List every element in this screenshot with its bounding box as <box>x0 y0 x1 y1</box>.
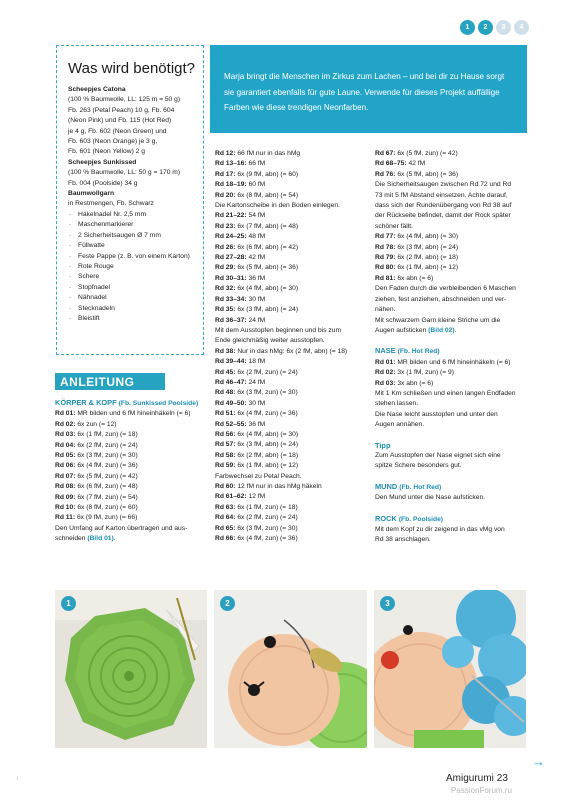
round-label: Rd 18–19: <box>215 181 247 189</box>
round-label: Rd 52–55: <box>215 420 247 428</box>
materials-line: Fb. 603 (Neon Orange) je 3 g, <box>68 138 158 146</box>
instruction-text: 18 fM <box>248 358 266 366</box>
instruction-text: Den Faden durch die verbleibenden 6 Maschen <box>375 285 516 293</box>
instruction-text: Die Sicherheitsaugen zwischen Rd 72 und Rd <box>375 181 512 189</box>
photo-number-badge: 3 <box>380 596 395 611</box>
instruction-line <box>375 170 530 180</box>
instruction-line <box>375 461 530 471</box>
instruction-text: 66 fM nur in das hMg <box>237 150 301 157</box>
instruction-line <box>375 222 530 232</box>
round-label: Rd 09: <box>55 493 76 501</box>
round-label: Rd 13–16: <box>215 160 247 168</box>
photo-number-badge: 1 <box>61 596 76 611</box>
materials-bullet-item: · Bleistift <box>68 314 195 324</box>
instruction-text: 6x (3 fM, abn) (= 24) <box>237 441 299 449</box>
instruction-text: nähen. <box>375 306 396 314</box>
heading-text: Tipp <box>375 440 391 450</box>
instruction-line <box>55 409 205 419</box>
instruction-text: 36 fM <box>248 420 266 428</box>
instruction-line <box>375 368 530 378</box>
instruction-line <box>55 503 205 513</box>
instruction-text: Nur in das hMg: 6x (2 fM, abn) (= 18) <box>237 347 348 355</box>
instruction-line <box>55 430 205 440</box>
round-label: Rd 30–31: <box>215 274 247 282</box>
instruction-line <box>375 358 530 368</box>
materials-line: (100 % Baumwolle, LL: 50 g = 170 m) <box>68 169 181 177</box>
instruction-line <box>375 232 530 242</box>
materials-line: (100 % Baumwolle, LL: 125 m = 50 g) <box>68 96 181 104</box>
instruction-line <box>375 410 530 420</box>
round-label: Rd 08: <box>55 483 76 491</box>
heading-yarn: (Fb. Poolside) <box>398 515 444 523</box>
round-label: Rd 49–50: <box>215 399 247 407</box>
instruction-text: 6x (4 fM, abn) (= 30) <box>237 285 299 293</box>
instruction-text: Mit 1 Km schließen und einen langen Endfaden <box>375 389 516 397</box>
instruction-text: 6x (3 fM, zun) (= 30) <box>77 452 138 460</box>
instruction-text: 6x (2 fM, abn) (= 18) <box>237 451 299 459</box>
instruction-line <box>375 253 530 263</box>
instruction-line <box>375 399 530 409</box>
watermark: PassionForum.ru <box>451 786 512 795</box>
materials-bullet-item: · Stecknadeln <box>68 304 195 314</box>
round-label: Rd 76: <box>375 170 396 178</box>
instruction-text: 42 fM <box>408 160 426 168</box>
section-heading <box>55 398 205 409</box>
instruction-line <box>375 451 530 461</box>
instruction-text: 6x (6 fM, zun) (= 48) <box>77 483 138 491</box>
instruction-line <box>215 524 365 534</box>
round-label: Rd 21–22: <box>215 212 247 220</box>
instruction-text: 6x (5 fM, abn) (= 36) <box>397 170 459 178</box>
instruction-line <box>215 534 365 544</box>
instruction-text: 30 fM <box>248 295 266 303</box>
instruction-line <box>215 316 365 326</box>
instruction-line <box>215 378 365 388</box>
instruction-line <box>55 461 205 471</box>
materials-line: je 4 g, Fb. 602 (Neon Green) und <box>68 127 167 135</box>
round-label: Rd 33–34: <box>215 295 247 303</box>
instruction-text: 48 fM <box>248 233 266 241</box>
instruction-line <box>375 191 530 201</box>
instruction-text: 6x (3 fM, abn) (= 24) <box>237 306 299 314</box>
instruction-line <box>215 482 365 492</box>
image-reference: (Bild 02) <box>428 326 455 334</box>
instruction-line <box>215 211 365 221</box>
round-label: Rd 81: <box>375 274 396 282</box>
intro-quote: Marja bringt die Menschen im Zirkus zum Lachen – und bei dir zu Hause sorgt sie garantiert ebenfalls für gute Laune. Verwende für dieses Projekt auffällige Farben wie diese trendigen Neonfarben. <box>210 45 527 133</box>
page-dot: 4 <box>514 20 529 35</box>
section-heading-anleitung: ANLEITUNG <box>55 373 165 390</box>
instruction-text: 24 fM <box>248 316 266 324</box>
heading-yarn: (Fb. Sunkissed Poolside) <box>118 400 199 407</box>
instruction-line <box>215 263 365 273</box>
round-label: Rd 07: <box>55 472 76 480</box>
round-label: Rd 51: <box>215 410 236 418</box>
instruction-line <box>55 451 205 461</box>
instruction-text: 6x (4 fM, zun) (= 36) <box>237 535 298 543</box>
instruction-line <box>55 420 205 430</box>
page-footer <box>446 773 508 784</box>
materials-bullet-item: · Stopfnadel <box>68 283 195 293</box>
round-label: Rd 60: <box>215 483 236 490</box>
page-indicator <box>460 20 529 35</box>
materials-line: in Restmengen, Fb. Schwarz <box>68 200 154 208</box>
instruction-line <box>215 170 365 180</box>
instruction-line <box>215 305 365 315</box>
instruction-line <box>215 461 365 471</box>
materials-bullet-item: · Maschenmarkierer <box>68 220 195 230</box>
photo-crochet-disc <box>55 590 207 748</box>
image-reference: (Bild 01) <box>87 535 114 543</box>
instruction-line <box>215 399 365 409</box>
clown-hair-image <box>374 590 526 748</box>
punctuation: . <box>454 326 457 334</box>
materials-line: Fb. 263 (Petal Peach) 10 g, Fb. 604 <box>68 106 175 114</box>
instruction-line <box>215 222 365 232</box>
instruction-text: 6x (1 fM, zun) (= 18) <box>237 503 298 511</box>
round-label: Rd 45: <box>215 368 236 376</box>
instruction-line <box>375 201 530 211</box>
instruction-line <box>375 295 530 305</box>
instruction-text: Ende gleichmäßig weiter ausstopfen. <box>215 337 325 345</box>
round-label: Rd 35: <box>215 306 236 314</box>
round-label: Rd 59: <box>215 462 236 470</box>
instruction-line <box>375 389 530 399</box>
instructions-column-1 <box>55 398 205 545</box>
materials-line: Baumwollgarn <box>68 190 115 198</box>
round-label: Rd 56: <box>215 430 236 438</box>
instruction-line <box>215 430 365 440</box>
heading-text: ROCK <box>375 513 397 523</box>
instruction-text: 42 fM <box>248 254 266 262</box>
instruction-line <box>375 284 530 294</box>
section-heading <box>375 346 530 357</box>
instruction-line <box>215 243 365 253</box>
instruction-line <box>215 357 365 367</box>
instruction-text: 3x (1 fM, zun) (= 9) <box>397 369 454 377</box>
round-label: Rd 17: <box>215 170 236 178</box>
instruction-line <box>215 409 365 419</box>
instruction-text: 6x (9 fM, zun) (= 66) <box>76 514 138 522</box>
instruction-text: Den Umfang auf Karton übertragen und aus- <box>55 524 188 532</box>
instruction-text: 6x (2 fM, zun) (= 24) <box>237 368 298 376</box>
instruction-text: MR bilden und 6 fM hineinhäkeln (= 6) <box>397 358 511 366</box>
instruction-text: 12 fM <box>248 493 266 501</box>
instruction-text: 3x abn (= 6) <box>397 379 434 387</box>
instruction-text: Farbwechsel zu Petal Peach. <box>215 472 302 480</box>
round-label: Rd 01: <box>375 358 396 366</box>
instruction-text: Mit dem Kopf zu dir zeigend in das vMg von <box>375 526 505 533</box>
instruction-text: 6x (5 fM, zun) (= 42) <box>77 472 138 480</box>
instruction-text: 6x (4 fM, abn) (= 30) <box>237 430 299 438</box>
instruction-line <box>375 180 530 190</box>
round-label: Rd 02: <box>375 369 396 377</box>
page-dot: 2 <box>478 20 493 35</box>
instruction-line <box>215 159 365 169</box>
instructions-column-3 <box>375 149 530 546</box>
round-label: Rd 65: <box>215 524 236 532</box>
heading-text: NASE <box>375 346 396 356</box>
spacer <box>375 336 530 346</box>
round-label: Rd 61–62: <box>215 493 247 501</box>
round-label: Rd 80: <box>375 264 396 272</box>
instruction-line <box>215 253 365 263</box>
instruction-text: 6x (9 fM, abn) (= 60) <box>237 170 299 178</box>
materials-line: Fb. 601 (Neon Yellow) 2 g <box>68 148 145 156</box>
instruction-line <box>55 472 205 482</box>
instruction-text: Augen aufsticken <box>375 326 427 334</box>
section-heading <box>375 514 530 525</box>
round-label: Rd 66: <box>215 535 236 543</box>
instruction-text: 6x (2 fM, abn) (= 18) <box>397 254 459 262</box>
instruction-text: 30 fM <box>248 399 266 407</box>
instruction-line <box>215 472 365 482</box>
instruction-line <box>55 524 205 534</box>
crochet-disc-image <box>55 590 207 748</box>
round-label: Rd 10: <box>55 504 76 512</box>
instruction-text: Die Kartonscheibe in den Boden einlegen. <box>215 202 340 210</box>
section-heading <box>375 482 530 493</box>
instruction-text: 6x (3 fM, zun) (= 30) <box>237 524 298 532</box>
instruction-line <box>215 492 365 502</box>
round-label: Rd 64: <box>215 514 236 522</box>
instruction-line <box>215 451 365 461</box>
page-number: 23 <box>496 773 508 784</box>
round-label: Rd 24–25: <box>215 233 247 241</box>
round-label: Rd 67: <box>375 150 396 157</box>
instruction-text: 6x (4 fM, zun) (= 36) <box>77 462 138 470</box>
instruction-text: 6x (3 fM, abn) (= 24) <box>397 243 459 251</box>
instruction-text: Rd 38 anschlagen. <box>375 536 431 544</box>
round-label: Rd 78: <box>375 243 396 251</box>
instruction-line <box>215 336 365 346</box>
round-label: Rd 02: <box>55 420 76 428</box>
instruction-line <box>215 201 365 211</box>
instruction-text: Die Nase leicht ausstopfen und unter den <box>375 410 498 418</box>
round-label: Rd 32: <box>215 285 236 293</box>
instruction-line <box>375 149 530 159</box>
instruction-line <box>375 316 530 326</box>
round-label: Rd 26: <box>215 243 236 251</box>
instruction-line <box>215 420 365 430</box>
instruction-text: 6x (8 fM, zun) (= 60) <box>77 504 138 512</box>
instruction-text: 6x (7 fM, abn) (= 48) <box>237 222 299 230</box>
instruction-text: dass sich der Rundenübergang von Rd 38 auf <box>375 202 512 210</box>
instruction-text: 6x abn (= 6) <box>397 274 434 282</box>
instruction-line <box>215 180 365 190</box>
instruction-text: Augen annähen. <box>375 421 425 429</box>
instruction-line <box>215 295 365 305</box>
instruction-text: 6x (1 fM, zun) (= 18) <box>77 431 138 439</box>
materials-list <box>68 85 195 324</box>
instruction-line <box>215 513 365 523</box>
instruction-text: 6x (5 fM, zun) (= 42) <box>397 150 458 157</box>
round-label: Rd 06: <box>55 462 76 470</box>
instruction-line <box>375 211 530 221</box>
round-label: Rd 77: <box>375 233 396 241</box>
instruction-line <box>55 482 205 492</box>
round-label: Rd 27–28: <box>215 254 247 262</box>
instruction-line <box>375 159 530 169</box>
materials-bullet-item: · Häkelnadel Nr. 2,5 mm <box>68 210 195 220</box>
instruction-text: Den Mund unter die Nase aufsticken. <box>375 494 486 502</box>
instruction-line <box>215 388 365 398</box>
instruction-line <box>375 379 530 389</box>
page-dot: 3 <box>496 20 511 35</box>
instruction-text: Mit schwarzem Garn kleine Striche um die <box>375 316 501 324</box>
instruction-line <box>215 347 365 357</box>
spacer <box>375 504 530 514</box>
photo-clown-hair <box>374 590 526 748</box>
instruction-line <box>215 503 365 513</box>
instruction-line <box>215 326 365 336</box>
instruction-text: 60 fM <box>248 181 266 189</box>
instruction-line <box>215 284 365 294</box>
instruction-text: stehen lassen. <box>375 400 419 408</box>
instruction-line <box>375 493 530 503</box>
instruction-text: 66 fM <box>248 160 266 168</box>
instruction-line <box>215 368 365 378</box>
instruction-text: 6x (8 fM, abn) (= 54) <box>237 191 299 199</box>
round-label: Rd 57: <box>215 441 236 449</box>
instruction-text: 6x (4 fM, abn) (= 30) <box>397 233 459 241</box>
instruction-line <box>55 441 205 451</box>
materials-bullet-item: · Rote Rouge <box>68 262 195 272</box>
instruction-line <box>55 493 205 503</box>
round-label: Rd 04: <box>55 441 76 449</box>
round-label: Rd 03: <box>375 379 396 387</box>
round-label: Rd 11: <box>55 514 76 522</box>
instruction-line <box>375 243 530 253</box>
instruction-text: schneiden <box>55 535 86 543</box>
instruction-text: 6x (7 fM, zun) (= 54) <box>77 493 138 501</box>
instruction-line <box>55 534 205 544</box>
spacer <box>375 472 530 482</box>
instruction-line <box>215 149 365 159</box>
round-label: Rd 03: <box>55 431 76 439</box>
materials-bullet-item: · Nähnadel <box>68 293 195 303</box>
photo-amigurumi-head <box>214 590 367 748</box>
instruction-text: 24 fM <box>248 378 266 386</box>
instruction-text: 12 fM nur in das hMg häkeln <box>237 483 322 490</box>
heading-text: MUND <box>375 481 398 491</box>
instruction-text: 6x (1 fM, abn) (= 12) <box>237 462 299 470</box>
instruction-text: MR bilden und 6 fM hineinhäkeln (= 6) <box>77 410 191 418</box>
heading-yarn: (Fb. Hot Red) <box>397 348 440 356</box>
materials-bullet-item: · Füllwatte <box>68 241 195 251</box>
instruction-text: 36 fM <box>248 274 266 282</box>
corner-mark: ⱼ <box>17 775 19 781</box>
instruction-line <box>215 440 365 450</box>
materials-line: (Neon Pink) und Fb. 115 (Hot Red) <box>68 117 172 125</box>
materials-box <box>56 45 204 355</box>
materials-bullet-item: · Feste Pappe (z. B. von einem Karton) <box>68 252 195 262</box>
instruction-line <box>215 191 365 201</box>
magazine-name: Amigurumi <box>446 773 494 784</box>
instruction-line <box>375 420 530 430</box>
instruction-text: spitze Schere besonders gut. <box>375 462 462 470</box>
instruction-line <box>375 525 530 535</box>
instruction-line <box>375 326 530 336</box>
instruction-line <box>375 305 530 315</box>
round-label: Rd 20: <box>215 191 236 199</box>
round-label: Rd 58: <box>215 451 236 459</box>
materials-line: Scheepjes Catona <box>68 86 126 93</box>
heading-text: KÖRPER & KOPF <box>55 398 117 407</box>
heading-yarn: (Fb. Hot Red) <box>399 483 442 491</box>
round-label: Rd 01: <box>55 410 76 418</box>
section-heading <box>375 441 530 451</box>
instruction-text: Zum Ausstopfen der Nase eignet sich eine <box>375 451 501 459</box>
round-label: Rd 68–75: <box>375 160 407 168</box>
instruction-text: 6x (2 fM, zun) (= 24) <box>237 514 298 522</box>
instructions-column-2 <box>215 149 365 544</box>
instruction-text: Mit dem Ausstopfen beginnen und bis zum <box>215 326 342 334</box>
round-label: Rd 23: <box>215 222 236 230</box>
spacer <box>375 431 530 441</box>
materials-bullet-item: · Schere <box>68 272 195 282</box>
instruction-text: 73 mit 5 fM Abstand einsetzen. Achte darauf, <box>375 191 508 199</box>
round-label: Rd 05: <box>55 452 76 460</box>
instruction-text: 6x zun (= 12) <box>77 420 117 428</box>
round-label: Rd 12: <box>215 150 236 157</box>
round-label: Rd 63: <box>215 503 236 511</box>
instruction-text: 6x (1 fM, abn) (= 12) <box>397 264 459 272</box>
instruction-text: 54 fM <box>248 212 266 220</box>
instruction-text: schöner fällt. <box>375 222 413 230</box>
materials-title: Was wird benötigt? <box>68 60 196 77</box>
instruction-text: der Rückseite befindet, damit der Rock später <box>375 212 511 220</box>
materials-bullet-item: · 2 Sicherheitsaugen Ø 7 mm <box>68 231 195 241</box>
instruction-line <box>375 274 530 284</box>
instruction-text: 6x (4 fM, zun) (= 36) <box>237 410 298 418</box>
round-label: Rd 39–44: <box>215 358 247 366</box>
instruction-text: 6x (6 fM, abn) (= 42) <box>237 243 299 251</box>
round-label: Rd 36–37: <box>215 316 247 324</box>
round-label: Rd 38: <box>215 347 236 355</box>
round-label: Rd 46–47: <box>215 378 247 386</box>
instruction-line <box>215 274 365 284</box>
amigurumi-head-image <box>214 590 367 748</box>
instruction-text: ziehen, fest anziehen, abschneiden und ver- <box>375 295 507 303</box>
photo-number-badge: 2 <box>220 596 235 611</box>
instruction-text: 6x (2 fM, zun) (= 24) <box>77 441 138 449</box>
materials-line: Fb. 004 (Poolside) 34 g <box>68 179 138 187</box>
round-label: Rd 29: <box>215 264 236 272</box>
punctuation: . <box>113 535 116 543</box>
instruction-line <box>55 513 205 523</box>
instruction-text: 6x (3 fM, zun) (= 30) <box>237 389 298 397</box>
instruction-line <box>375 535 530 545</box>
arrow-right-icon: → <box>532 754 545 769</box>
instruction-text: 6x (5 fM, abn) (= 36) <box>237 264 299 272</box>
round-label: Rd 48: <box>215 389 236 397</box>
round-label: Rd 79: <box>375 254 396 262</box>
page-dot: 1 <box>460 20 475 35</box>
materials-line: Scheepjes Sunkissed <box>68 158 137 166</box>
instruction-line <box>215 232 365 242</box>
instruction-line <box>375 263 530 273</box>
